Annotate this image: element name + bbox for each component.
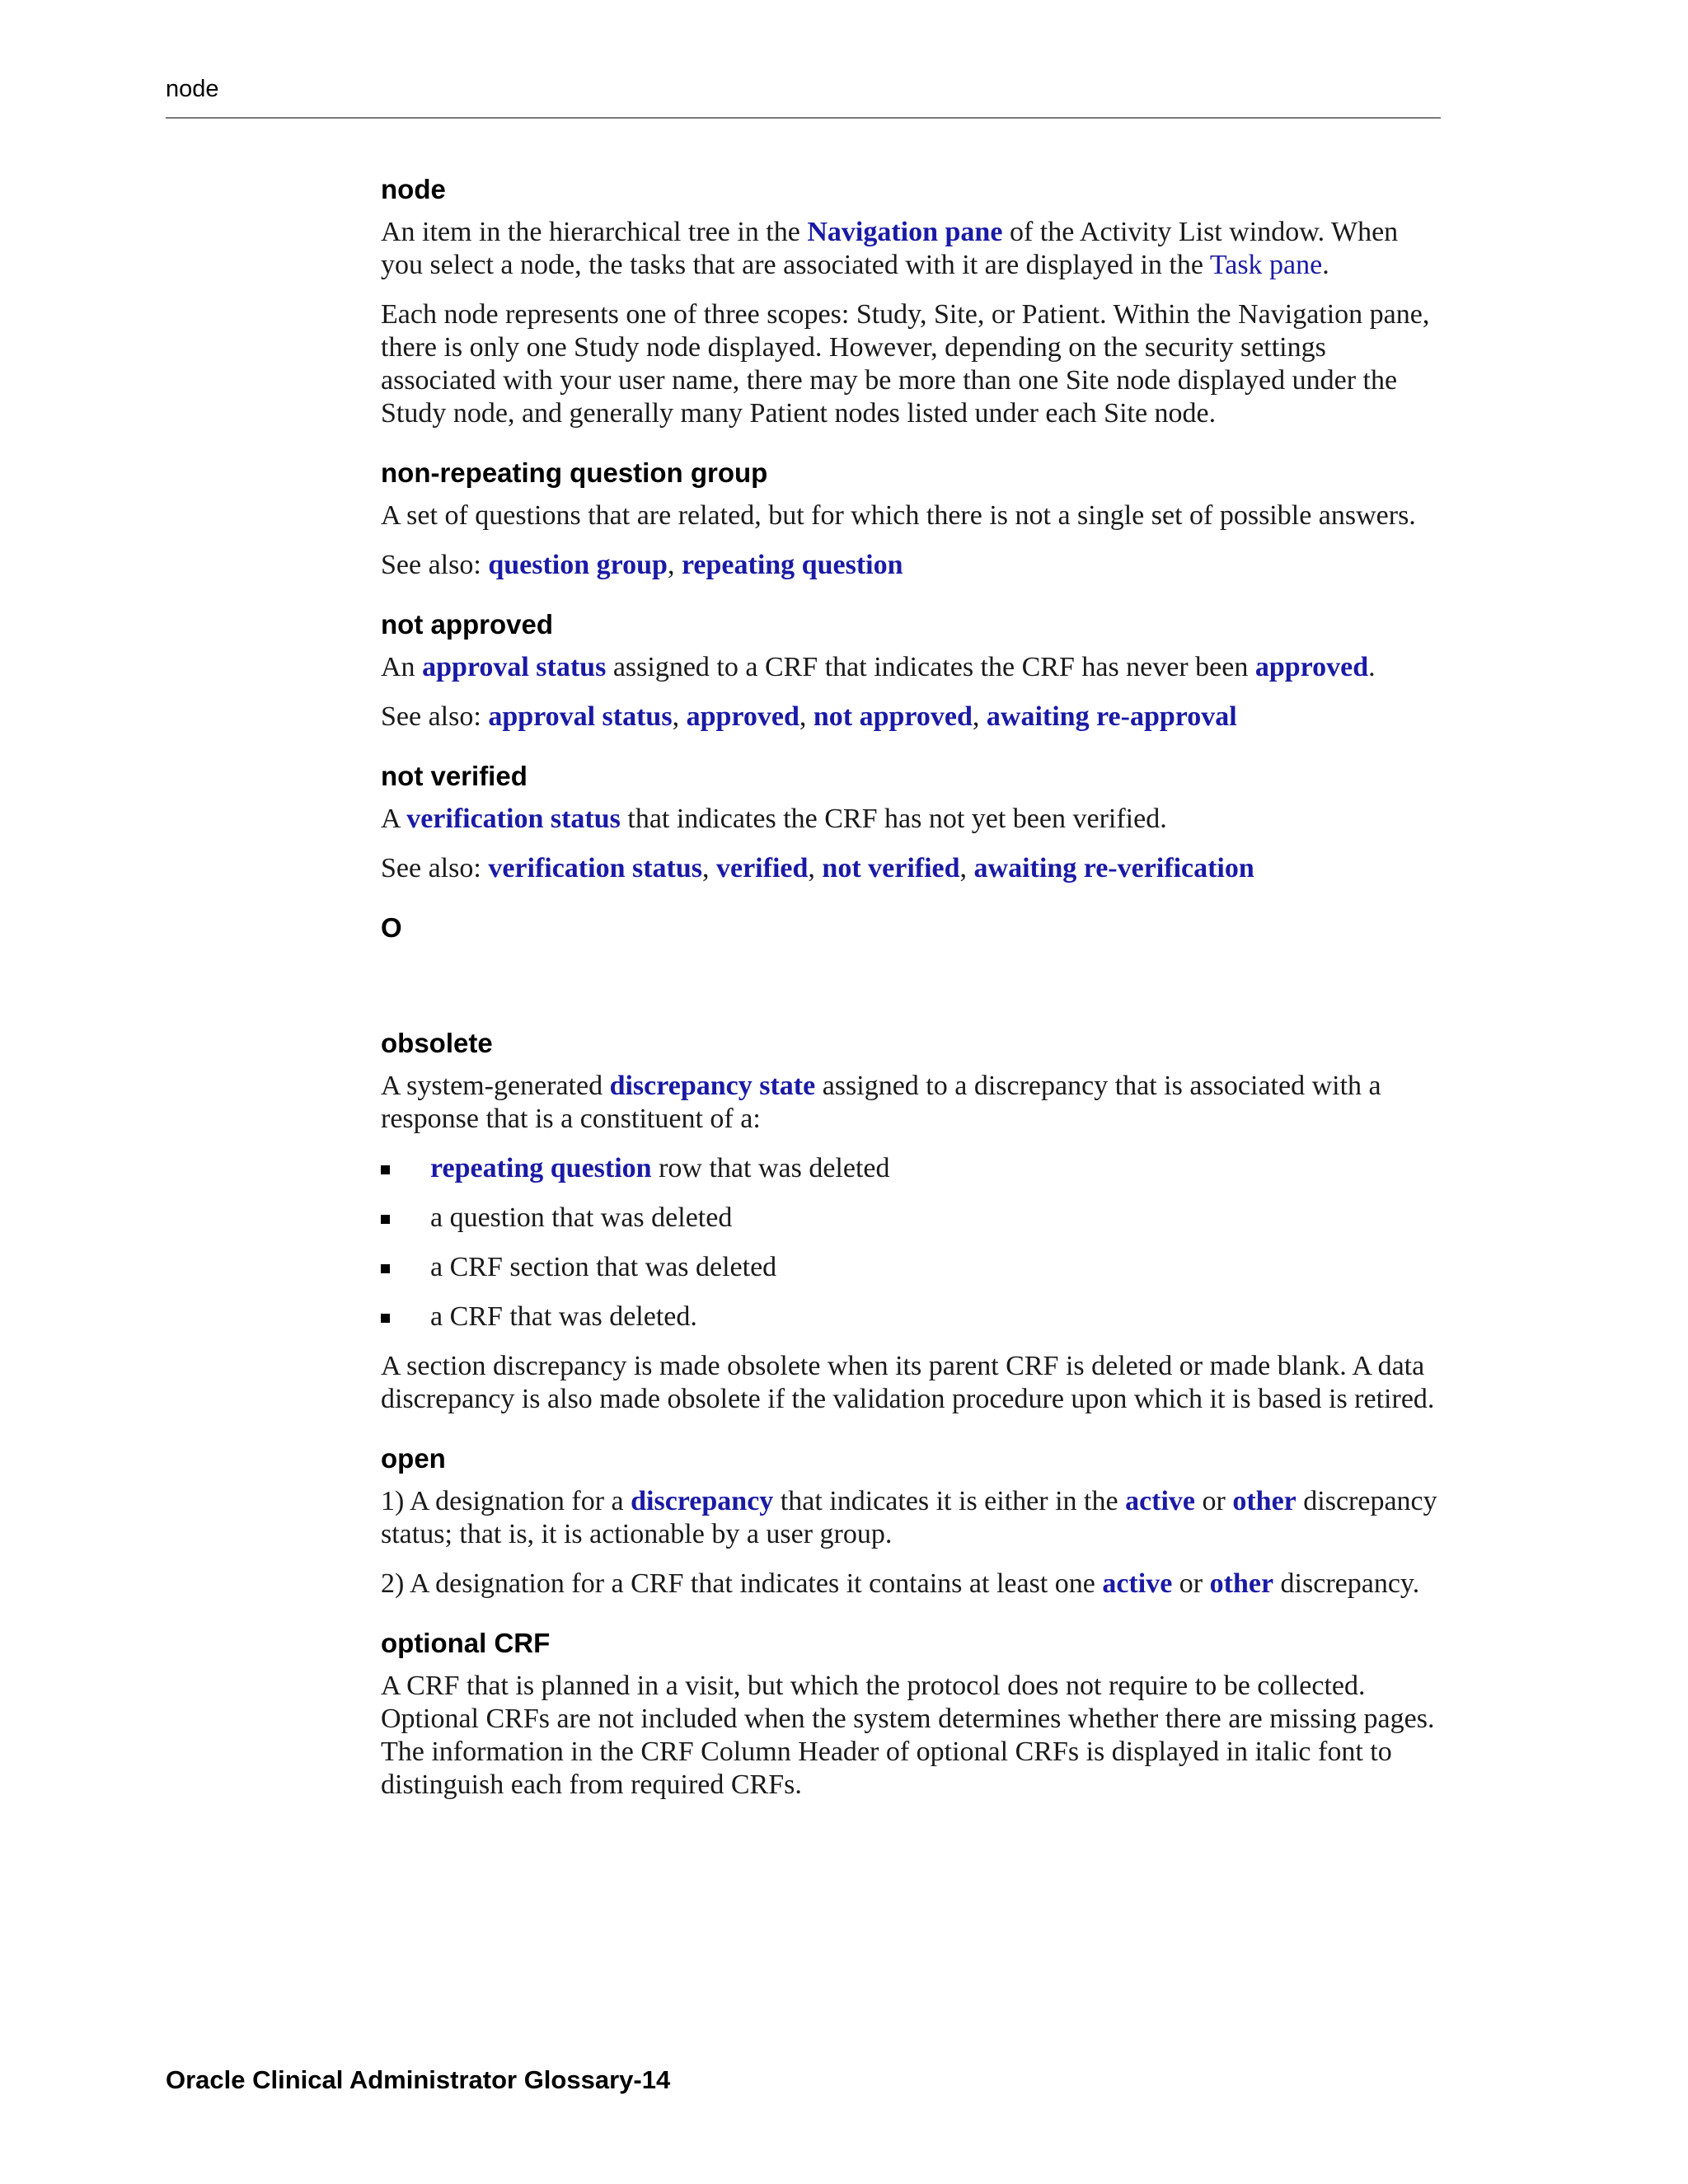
link-repeating-question[interactable]: repeating question: [681, 550, 903, 580]
text-run: a CRF that was deleted.: [430, 1301, 697, 1332]
list-item: [381, 1301, 1444, 1333]
link-task-pane[interactable]: Task pane: [1209, 250, 1323, 280]
link-approval-status[interactable]: approval status: [422, 652, 607, 682]
link-approved[interactable]: approved: [686, 701, 799, 732]
term-heading: optional CRF: [381, 1628, 551, 1658]
term-heading: open: [381, 1443, 446, 1474]
running-header: [166, 76, 1441, 119]
term-heading: not approved: [381, 609, 554, 640]
entry-not-verified: [381, 760, 1444, 885]
link-not-verified[interactable]: not verified: [822, 853, 960, 883]
definition-paragraph: A section discrepancy is made obsolete when its parent CRF is deleted or made blank. A data discrepancy is also made obsolete if the validation procedure upon which it is based is retired.: [381, 1351, 1435, 1414]
definition-paragraph: [381, 651, 1444, 684]
text-run: of the Activity List window. When you select a node, the tasks that are associated with it are displayed in the: [381, 217, 1399, 280]
text-run: row that was deleted: [651, 1153, 890, 1183]
text-run: .: [1322, 250, 1329, 280]
link-navigation-pane[interactable]: Navigation pane: [807, 217, 1003, 247]
link-verification-status[interactable]: verification status: [406, 804, 621, 834]
section-letter-heading: O: [381, 912, 402, 943]
glossary-content: [381, 173, 1444, 1828]
see-also-label: See also:: [381, 701, 489, 732]
text-run: An: [381, 652, 423, 682]
text-run: discrepancy.: [1273, 1568, 1420, 1599]
link-active[interactable]: active: [1102, 1568, 1173, 1599]
definition-paragraph: A CRF that is planned in a visit, but which the protocol does not require to be collected. Optional CRFs are not included when the system determines whether there are missing pages. The information in the CRF Column Header of optional CRFs is displayed in italic font to distinguish each from required CRFs.: [381, 1671, 1435, 1800]
link-not-approved[interactable]: not approved: [813, 701, 973, 732]
list-item: [381, 1152, 1444, 1185]
text-run: discrepancy status; that is, it is actionable by a user group.: [381, 1486, 1437, 1549]
text-run: 2) A designation for a CRF that indicates it contains at least one: [381, 1568, 1103, 1599]
text-run: that indicates it is either in the: [773, 1486, 1126, 1516]
link-other[interactable]: other: [1209, 1568, 1274, 1599]
text-run: 1) A designation for a: [381, 1486, 631, 1516]
link-active[interactable]: active: [1125, 1486, 1196, 1516]
text-run: .: [1368, 652, 1376, 682]
link-verification-status[interactable]: verification status: [488, 853, 702, 883]
term-heading: obsolete: [381, 1028, 493, 1058]
text-run: A: [381, 804, 407, 834]
link-verified[interactable]: verified: [716, 853, 809, 883]
definition-paragraph: [381, 216, 1444, 282]
separator: ,: [799, 701, 814, 732]
term-heading: non-repeating question group: [381, 457, 768, 488]
bullet-list: [381, 1152, 1444, 1333]
link-discrepancy-state[interactable]: discrepancy state: [609, 1071, 816, 1101]
separator: ,: [702, 853, 716, 883]
definition-paragraph: A set of questions that are related, but for which there is not a single set of possible answers.: [381, 500, 1416, 531]
term-heading: node: [381, 174, 446, 204]
separator: ,: [672, 701, 687, 732]
entry-optional-crf: [381, 1627, 1444, 1802]
text-run: or: [1172, 1568, 1210, 1599]
square-bullet-icon: [381, 1264, 390, 1273]
link-discrepancy[interactable]: discrepancy: [631, 1486, 774, 1516]
page-footer: Oracle Clinical Administrator Glossary-14: [166, 2065, 671, 2094]
entry-node: [381, 173, 1444, 430]
text-run: An item in the hierarchical tree in the: [381, 217, 808, 247]
square-bullet-icon: [381, 1314, 390, 1323]
entry-non-repeating-question-group: [381, 457, 1444, 582]
text-run: that indicates the CRF has not yet been verified.: [620, 804, 1167, 834]
entry-obsolete: [381, 1027, 1444, 1416]
see-also-label: See also:: [381, 853, 489, 883]
definition-paragraph: Each node represents one of three scopes: Study, Site, or Patient. Within the Navigation pane, there is only one Study node displayed. However, depending on the security settings associated with your user name, there may be more than one Site node displayed under the Study node, and generally many Patient nodes listed under each Site node.: [381, 299, 1430, 429]
link-approval-status[interactable]: approval status: [488, 701, 673, 732]
list-item: [381, 1202, 1444, 1235]
term-heading: not verified: [381, 761, 528, 791]
see-also-label: See also:: [381, 550, 489, 580]
text-run: a CRF section that was deleted: [430, 1252, 777, 1282]
text-run: a question that was deleted: [430, 1202, 733, 1233]
see-also: [381, 852, 1444, 885]
link-awaiting-re-verification[interactable]: awaiting re-verification: [973, 853, 1254, 883]
definition-paragraph: [381, 1568, 1444, 1601]
text-run: or: [1195, 1486, 1233, 1516]
list-item: [381, 1251, 1444, 1284]
separator: ,: [959, 853, 974, 883]
link-other[interactable]: other: [1232, 1486, 1296, 1516]
link-question-group[interactable]: question group: [488, 550, 668, 580]
definition-paragraph: [381, 1070, 1444, 1136]
separator: ,: [972, 701, 987, 732]
text-run: A system-generated: [381, 1071, 610, 1101]
see-also: [381, 549, 1444, 582]
separator: ,: [667, 550, 682, 580]
entry-not-approved: [381, 608, 1444, 733]
definition-paragraph: [381, 1485, 1444, 1551]
link-awaiting-re-approval[interactable]: awaiting re-approval: [986, 701, 1237, 732]
text-run: assigned to a discrepancy that is associated with a response that is a constituent of a:: [381, 1071, 1381, 1134]
separator: ,: [808, 853, 823, 883]
link-approved[interactable]: approved: [1254, 652, 1369, 682]
link-repeating-question[interactable]: repeating question: [430, 1153, 652, 1183]
square-bullet-icon: [381, 1165, 390, 1174]
entry-open: [381, 1442, 1444, 1601]
text-run: assigned to a CRF that indicates the CRF has never been: [606, 652, 1255, 682]
running-header-title: node: [166, 76, 219, 102]
see-also: [381, 701, 1444, 733]
square-bullet-icon: [381, 1215, 390, 1224]
definition-paragraph: [381, 803, 1444, 836]
